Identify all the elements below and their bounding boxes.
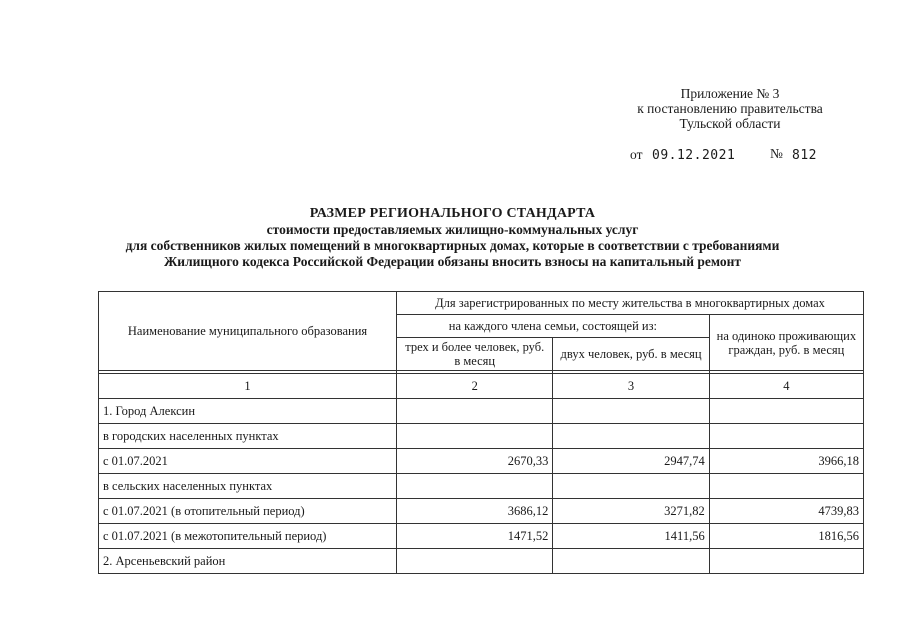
header-three-plus: трех и более человек, руб. в месяц: [397, 338, 553, 371]
value-three-plus: [397, 399, 553, 424]
value-three-plus: [397, 474, 553, 499]
header-municipality: Наименование муниципального образования: [99, 292, 397, 371]
row-name: в городских населенных пунктах: [99, 424, 397, 449]
document-date: 09.12.2021: [652, 148, 736, 163]
appendix-line-3: Тульской области: [679, 116, 781, 131]
header-registered-group: Для зарегистрированных по месту жительства в многоквартирных домах: [397, 292, 864, 315]
row-name: 2. Арсеньевский район: [99, 549, 397, 574]
value-two-persons: 3271,82: [553, 499, 709, 524]
standard-table: [98, 291, 864, 574]
value-single: [709, 399, 863, 424]
date-number-line: [630, 146, 817, 163]
title-line-4: Жилищного кодекса Российской Федерации обязаны вносить взносы на капитальный ремонт: [163, 254, 742, 269]
table-row: [99, 524, 864, 549]
table-row: [99, 424, 864, 449]
row-name: с 01.07.2021 (в межотопительный период): [99, 524, 397, 549]
row-name: в сельских населенных пунктах: [99, 474, 397, 499]
title-line-2: стоимости предоставляемых жилищно-коммунальных услуг: [266, 222, 639, 237]
row-name: с 01.07.2021: [99, 449, 397, 474]
row-name: 1. Город Алексин: [99, 399, 397, 424]
column-numbers-row: [99, 374, 864, 399]
value-two-persons: [553, 424, 709, 449]
document-title: [0, 206, 905, 270]
header-single-residents: на одиноко проживающих граждан, руб. в месяц: [709, 315, 863, 371]
value-three-plus: 2670,33: [397, 449, 553, 474]
table-row: [99, 449, 864, 474]
value-single: 1816,56: [709, 524, 863, 549]
value-single: [709, 474, 863, 499]
value-three-plus: 3686,12: [397, 499, 553, 524]
date-prefix: от: [630, 147, 643, 162]
header-family-member: на каждого члена семьи, состоящей из:: [397, 315, 710, 338]
number-sign: №: [770, 146, 783, 161]
value-single: 3966,18: [709, 449, 863, 474]
column-number: 2: [397, 374, 553, 399]
value-three-plus: [397, 549, 553, 574]
value-single: [709, 549, 863, 574]
title-line-1: РАЗМЕР РЕГИОНАЛЬНОГО СТАНДАРТА: [309, 206, 596, 221]
value-single: [709, 424, 863, 449]
appendix-line-1: Приложение № 3: [680, 86, 780, 101]
value-two-persons: [553, 474, 709, 499]
header-two-persons: двух человек, руб. в месяц: [553, 338, 709, 371]
appendix-header: [600, 86, 860, 131]
table-row: [99, 399, 864, 424]
value-three-plus: [397, 424, 553, 449]
column-number: 1: [99, 374, 397, 399]
value-two-persons: 2947,74: [553, 449, 709, 474]
row-name: с 01.07.2021 (в отопительный период): [99, 499, 397, 524]
value-two-persons: [553, 549, 709, 574]
appendix-line-2: к постановлению правительства: [637, 101, 823, 116]
table-row: [99, 474, 864, 499]
column-number: 4: [709, 374, 863, 399]
value-two-persons: 1411,56: [553, 524, 709, 549]
value-single: 4739,83: [709, 499, 863, 524]
value-three-plus: 1471,52: [397, 524, 553, 549]
table-row: [99, 499, 864, 524]
document-number: 812: [792, 148, 817, 163]
title-line-3: для собственников жилых помещений в многоквартирных домах, которые в соответствии с требованиями: [125, 238, 780, 253]
column-number: 3: [553, 374, 709, 399]
value-two-persons: [553, 399, 709, 424]
table-row: [99, 549, 864, 574]
